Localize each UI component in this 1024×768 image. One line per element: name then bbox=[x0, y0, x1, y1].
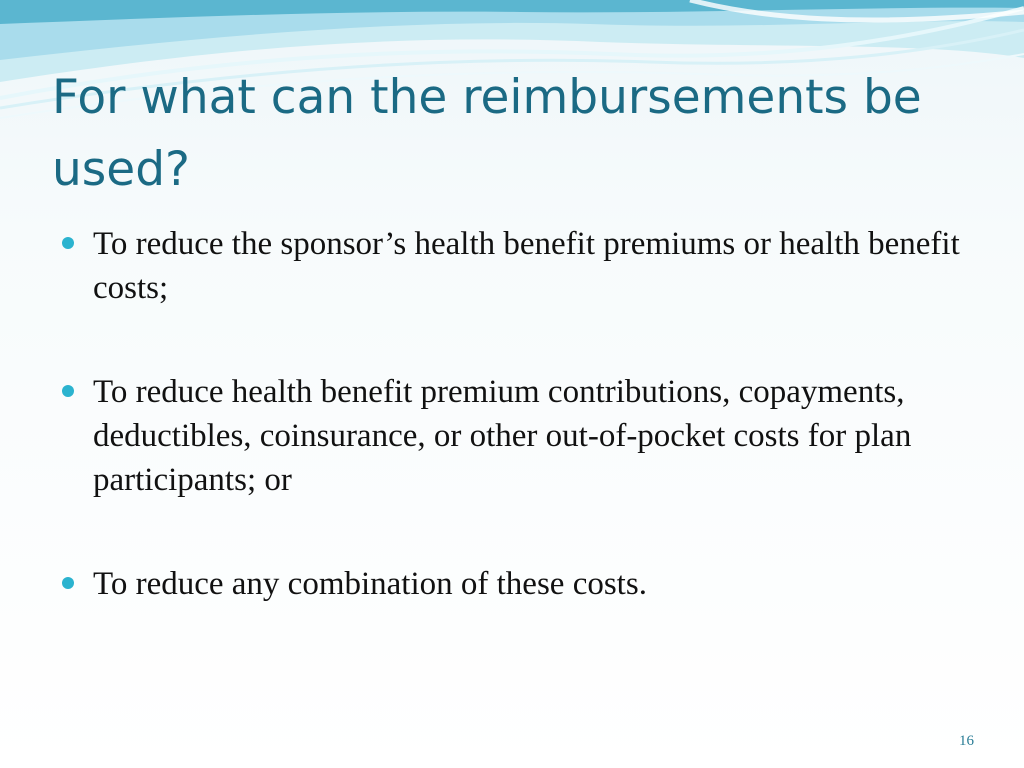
bullet-dot-icon bbox=[62, 577, 74, 589]
bullet-item-3 bbox=[62, 562, 962, 606]
bullet-item-1 bbox=[62, 222, 962, 310]
bullet-text: To reduce health benefit premium contributions, copayments, deductibles, coinsurance, or other out-of-pocket costs for plan participants; or bbox=[93, 374, 912, 498]
page-number: 16 bbox=[959, 733, 974, 749]
bullet-dot-icon bbox=[62, 237, 74, 249]
slide-title: For what can the reimbursements be used? bbox=[52, 70, 922, 197]
bullet-text: To reduce any combination of these costs. bbox=[93, 566, 647, 602]
bullet-dot-icon bbox=[62, 385, 74, 397]
bullet-item-2 bbox=[62, 370, 962, 502]
bullet-list bbox=[62, 222, 962, 606]
bullet-text: To reduce the sponsor’s health benefit premiums or health benefit costs; bbox=[93, 226, 960, 306]
